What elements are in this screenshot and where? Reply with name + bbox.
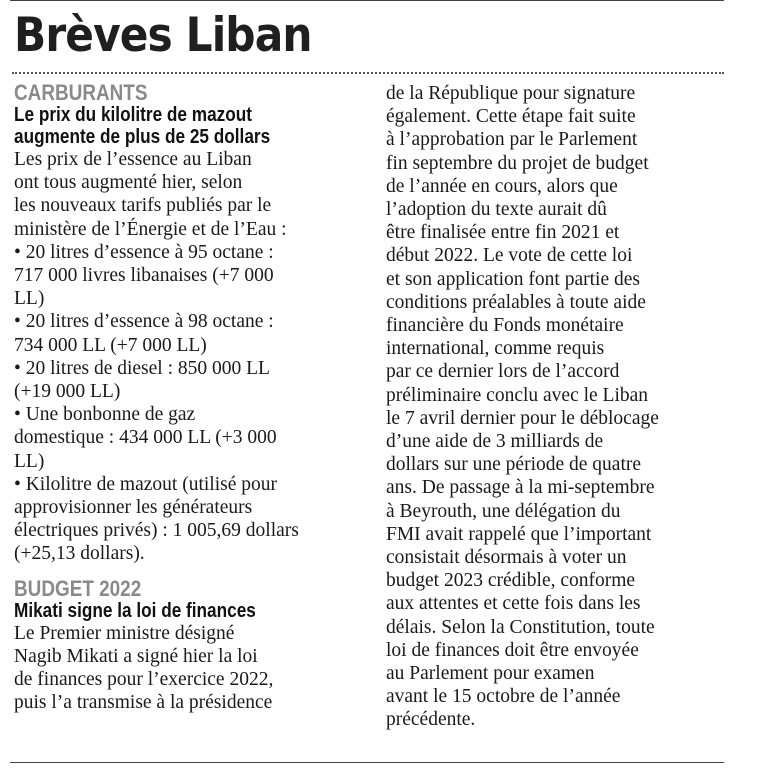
rubric-budget: BUDGET 2022 <box>14 575 142 601</box>
body-line: puis l’a transmise à la présidence <box>14 692 273 714</box>
headline-line: Le prix du kilolitre de mazout <box>14 104 252 126</box>
page-title: Brèves Liban <box>14 8 312 63</box>
body-line: LL) <box>14 450 45 472</box>
body-line: • 20 litres d’essence à 98 octane : <box>14 311 274 333</box>
body-line: de la République pour signature <box>386 83 636 104</box>
body-line: domestique : 434 000 LL (+3 000 <box>14 427 277 449</box>
body-line: aux attentes et cette fois dans les <box>386 593 641 615</box>
body-line: (+19 000 LL) <box>14 381 121 403</box>
body-line: • 20 litres de diesel : 850 000 LL <box>14 357 270 379</box>
body-line: • Une bonbonne de gaz <box>14 404 196 426</box>
body-line: approvisionner les générateurs <box>14 497 253 519</box>
body-line: au Parlement pour examen <box>386 663 595 685</box>
body-line: également. Cette étape fait suite <box>386 106 636 128</box>
headline-budget <box>14 600 324 622</box>
body-line: ont tous augmenté hier, selon <box>14 172 243 194</box>
left-column <box>14 82 374 714</box>
body-line: avant le 15 octobre de l’année <box>386 686 621 708</box>
body-line: et son application font partie des <box>386 268 640 290</box>
dotted-separator <box>12 72 724 74</box>
body-line: conditions préalables à toute aide <box>386 291 646 313</box>
body-line: précédente. <box>386 709 476 731</box>
body-line: loi de finances doit être envoyée <box>386 639 639 661</box>
body-line: 734 000 LL (+7 000 LL) <box>14 334 207 356</box>
headline-carburants <box>14 104 324 148</box>
body-line: préliminaire conclu avec le Liban <box>386 384 649 406</box>
body-line: à Beyrouth, une délégation du <box>386 500 621 522</box>
body-line: international, comme requis <box>386 338 605 360</box>
body-line: (+25,13 dollars). <box>14 543 145 565</box>
article-carburants <box>14 82 374 566</box>
body-line: Nagib Mikati a signé hier la loi <box>14 645 258 667</box>
body-line: ans. De passage à la mi-septembre <box>386 477 655 499</box>
body-line: ministère de l’Énergie et de l’Eau : <box>14 218 287 240</box>
body-budget-right <box>386 82 726 732</box>
headline-line: Mikati signe la loi de finances <box>14 599 256 622</box>
body-line: dollars sur une période de quatre <box>386 454 642 476</box>
body-line: électriques privés) : 1 005,69 dollars <box>14 520 299 542</box>
body-line: fin septembre du projet de budget <box>386 152 649 174</box>
body-line: Les prix de l’essence au Liban <box>14 149 252 170</box>
body-line: de l’année en cours, alors que <box>386 175 618 197</box>
body-budget-left <box>14 622 374 715</box>
body-line: financière du Fonds monétaire <box>386 315 624 337</box>
article-budget <box>14 575 374 715</box>
body-line: • 20 litres d’essence à 95 octane : <box>14 241 274 263</box>
body-line: le 7 avril dernier pour le déblocage <box>386 407 659 429</box>
body-line: par ce dernier lors de l’accord <box>386 361 620 383</box>
body-carburants <box>14 148 374 566</box>
body-line: FMI avait rappelé que l’important <box>386 523 652 545</box>
body-line: budget 2023 crédible, conforme <box>386 570 636 592</box>
bottom-rule <box>10 762 724 763</box>
body-line: Le Premier ministre désigné <box>14 622 235 644</box>
right-column <box>386 82 726 732</box>
body-line: à l’approbation par le Parlement <box>386 129 638 151</box>
body-line: LL) <box>14 288 45 310</box>
headline-line: augmente de plus de 25 dollars <box>14 126 271 148</box>
body-line: être finalisée entre fin 2021 et <box>386 222 620 244</box>
body-line: 717 000 livres libanaises (+7 000 <box>14 265 274 287</box>
body-line: d’une aide de 3 milliards de <box>386 431 604 453</box>
body-line: les nouveaux tarifs publiés par le <box>14 195 272 217</box>
body-line: consistait désormais à voter un <box>386 547 627 569</box>
body-line: de finances pour l’exercice 2022, <box>14 669 274 691</box>
body-line: l’adoption du texte aurait dû <box>386 199 607 221</box>
rubric-carburants: CARBURANTS <box>14 80 148 105</box>
body-line: • Kilolitre de mazout (utilisé pour <box>14 473 277 495</box>
top-rule <box>10 0 724 1</box>
body-line: délais. Selon la Constitution, toute <box>386 616 655 638</box>
body-line: début 2022. Le vote de cette loi <box>386 245 633 267</box>
